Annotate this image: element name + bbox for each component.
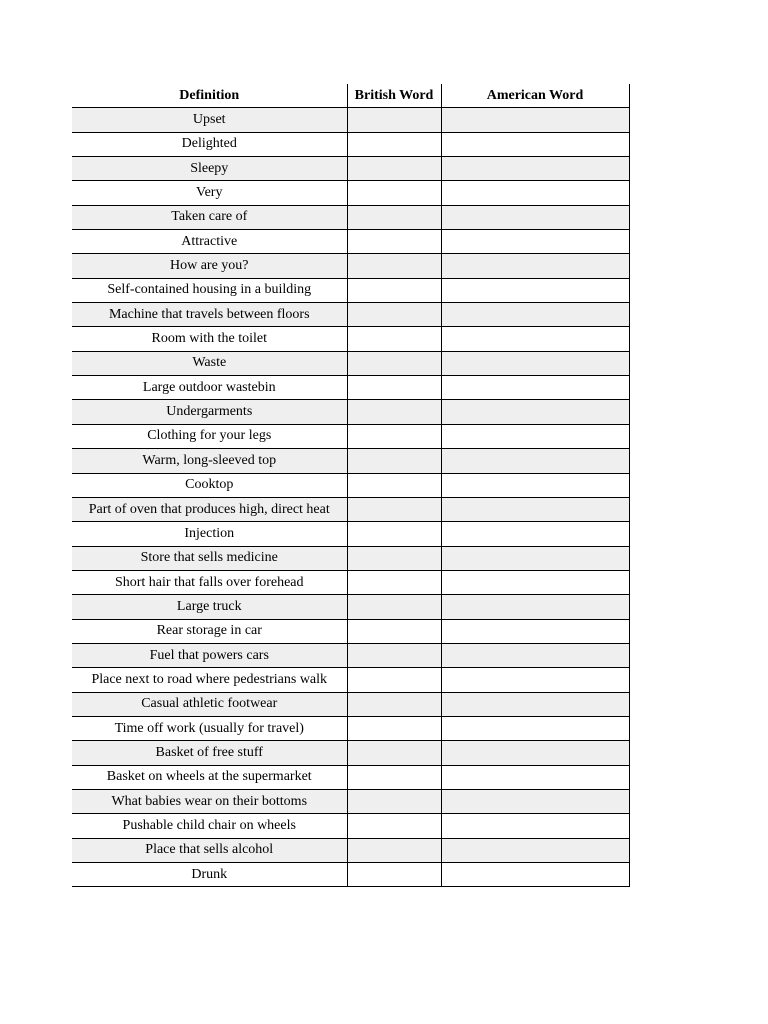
- table-row: [72, 132, 629, 156]
- british-word-cell[interactable]: [347, 692, 441, 716]
- american-word-cell[interactable]: [441, 546, 629, 570]
- british-word-cell[interactable]: [347, 838, 441, 862]
- definition-cell: Place next to road where pedestrians walk: [72, 668, 347, 692]
- definition-cell: Waste: [72, 351, 347, 375]
- american-word-cell[interactable]: [441, 205, 629, 229]
- table-row: [72, 741, 629, 765]
- american-word-cell[interactable]: [441, 254, 629, 278]
- table-row: [72, 181, 629, 205]
- table-row: [72, 327, 629, 351]
- american-word-cell[interactable]: [441, 181, 629, 205]
- column-header-british-word: British Word: [347, 84, 441, 108]
- american-word-cell[interactable]: [441, 668, 629, 692]
- british-word-cell[interactable]: [347, 205, 441, 229]
- definition-cell: Part of oven that produces high, direct heat: [72, 497, 347, 521]
- column-header-american-word: American Word: [441, 84, 629, 108]
- table-row: [72, 230, 629, 254]
- british-word-cell[interactable]: [347, 157, 441, 181]
- table-row: [72, 449, 629, 473]
- definition-cell: Rear storage in car: [72, 619, 347, 643]
- table-row: [72, 765, 629, 789]
- british-word-cell[interactable]: [347, 230, 441, 254]
- definition-cell: Machine that travels between floors: [72, 303, 347, 327]
- british-word-cell[interactable]: [347, 570, 441, 594]
- table-body: [72, 108, 629, 887]
- definition-cell: What babies wear on their bottoms: [72, 789, 347, 813]
- definition-cell: Room with the toilet: [72, 327, 347, 351]
- american-word-cell[interactable]: [441, 497, 629, 521]
- table-row: [72, 643, 629, 667]
- table-row: [72, 400, 629, 424]
- definition-cell: Clothing for your legs: [72, 424, 347, 448]
- definition-cell: Basket on wheels at the supermarket: [72, 765, 347, 789]
- british-word-cell[interactable]: [347, 181, 441, 205]
- table-row: [72, 303, 629, 327]
- table-row: [72, 497, 629, 521]
- table-row: [72, 351, 629, 375]
- definition-cell: Taken care of: [72, 205, 347, 229]
- table-row: [72, 570, 629, 594]
- definition-cell: Large outdoor wastebin: [72, 376, 347, 400]
- british-word-cell[interactable]: [347, 327, 441, 351]
- british-word-cell[interactable]: [347, 643, 441, 667]
- american-word-cell[interactable]: [441, 400, 629, 424]
- american-word-cell[interactable]: [441, 157, 629, 181]
- table-row: [72, 668, 629, 692]
- american-word-cell[interactable]: [441, 716, 629, 740]
- british-word-cell[interactable]: [347, 108, 441, 132]
- table-row: [72, 254, 629, 278]
- british-word-cell[interactable]: [347, 303, 441, 327]
- british-word-cell[interactable]: [347, 132, 441, 156]
- american-word-cell[interactable]: [441, 327, 629, 351]
- definition-cell: Basket of free stuff: [72, 741, 347, 765]
- table-row: [72, 619, 629, 643]
- vocabulary-table: [72, 84, 630, 887]
- american-word-cell[interactable]: [441, 230, 629, 254]
- american-word-cell[interactable]: [441, 863, 629, 887]
- british-word-cell[interactable]: [347, 424, 441, 448]
- definition-cell: Warm, long-sleeved top: [72, 449, 347, 473]
- british-word-cell[interactable]: [347, 449, 441, 473]
- table-header-row: [72, 84, 629, 108]
- british-word-cell[interactable]: [347, 716, 441, 740]
- definition-cell: Drunk: [72, 863, 347, 887]
- definition-cell: Self-contained housing in a building: [72, 278, 347, 302]
- american-word-cell[interactable]: [441, 473, 629, 497]
- british-word-cell[interactable]: [347, 619, 441, 643]
- british-word-cell[interactable]: [347, 668, 441, 692]
- american-word-cell[interactable]: [441, 570, 629, 594]
- british-word-cell[interactable]: [347, 254, 441, 278]
- table-row: [72, 863, 629, 887]
- american-word-cell[interactable]: [441, 424, 629, 448]
- american-word-cell[interactable]: [441, 765, 629, 789]
- british-word-cell[interactable]: [347, 376, 441, 400]
- american-word-cell[interactable]: [441, 619, 629, 643]
- british-word-cell[interactable]: [347, 765, 441, 789]
- british-word-cell[interactable]: [347, 278, 441, 302]
- definition-cell: Fuel that powers cars: [72, 643, 347, 667]
- british-word-cell[interactable]: [347, 546, 441, 570]
- american-word-cell[interactable]: [441, 741, 629, 765]
- definition-cell: Delighted: [72, 132, 347, 156]
- vocabulary-worksheet: [72, 84, 630, 887]
- table-row: [72, 814, 629, 838]
- column-header-definition: Definition: [72, 84, 347, 108]
- definition-cell: Undergarments: [72, 400, 347, 424]
- table-row: [72, 205, 629, 229]
- american-word-cell[interactable]: [441, 789, 629, 813]
- british-word-cell[interactable]: [347, 497, 441, 521]
- british-word-cell[interactable]: [347, 400, 441, 424]
- table-row: [72, 424, 629, 448]
- definition-cell: Sleepy: [72, 157, 347, 181]
- table-row: [72, 716, 629, 740]
- definition-cell: Store that sells medicine: [72, 546, 347, 570]
- table-row: [72, 522, 629, 546]
- definition-cell: Place that sells alcohol: [72, 838, 347, 862]
- table-row: [72, 546, 629, 570]
- table-row: [72, 157, 629, 181]
- american-word-cell[interactable]: [441, 278, 629, 302]
- american-word-cell[interactable]: [441, 595, 629, 619]
- american-word-cell[interactable]: [441, 449, 629, 473]
- table-row: [72, 473, 629, 497]
- definition-cell: Pushable child chair on wheels: [72, 814, 347, 838]
- british-word-cell[interactable]: [347, 741, 441, 765]
- british-word-cell[interactable]: [347, 473, 441, 497]
- american-word-cell[interactable]: [441, 692, 629, 716]
- table-row: [72, 108, 629, 132]
- table-row: [72, 376, 629, 400]
- british-word-cell[interactable]: [347, 863, 441, 887]
- british-word-cell[interactable]: [347, 351, 441, 375]
- table-row: [72, 789, 629, 813]
- definition-cell: Upset: [72, 108, 347, 132]
- american-word-cell[interactable]: [441, 522, 629, 546]
- definition-cell: Casual athletic footwear: [72, 692, 347, 716]
- american-word-cell[interactable]: [441, 108, 629, 132]
- definition-cell: Cooktop: [72, 473, 347, 497]
- table-row: [72, 692, 629, 716]
- table-row: [72, 278, 629, 302]
- british-word-cell[interactable]: [347, 522, 441, 546]
- american-word-cell[interactable]: [441, 376, 629, 400]
- definition-cell: Large truck: [72, 595, 347, 619]
- american-word-cell[interactable]: [441, 643, 629, 667]
- american-word-cell[interactable]: [441, 303, 629, 327]
- american-word-cell[interactable]: [441, 351, 629, 375]
- british-word-cell[interactable]: [347, 789, 441, 813]
- definition-cell: Attractive: [72, 230, 347, 254]
- american-word-cell[interactable]: [441, 132, 629, 156]
- american-word-cell[interactable]: [441, 838, 629, 862]
- british-word-cell[interactable]: [347, 814, 441, 838]
- definition-cell: Time off work (usually for travel): [72, 716, 347, 740]
- british-word-cell[interactable]: [347, 595, 441, 619]
- table-row: [72, 838, 629, 862]
- definition-cell: Very: [72, 181, 347, 205]
- table-row: [72, 595, 629, 619]
- definition-cell: How are you?: [72, 254, 347, 278]
- american-word-cell[interactable]: [441, 814, 629, 838]
- definition-cell: Short hair that falls over forehead: [72, 570, 347, 594]
- definition-cell: Injection: [72, 522, 347, 546]
